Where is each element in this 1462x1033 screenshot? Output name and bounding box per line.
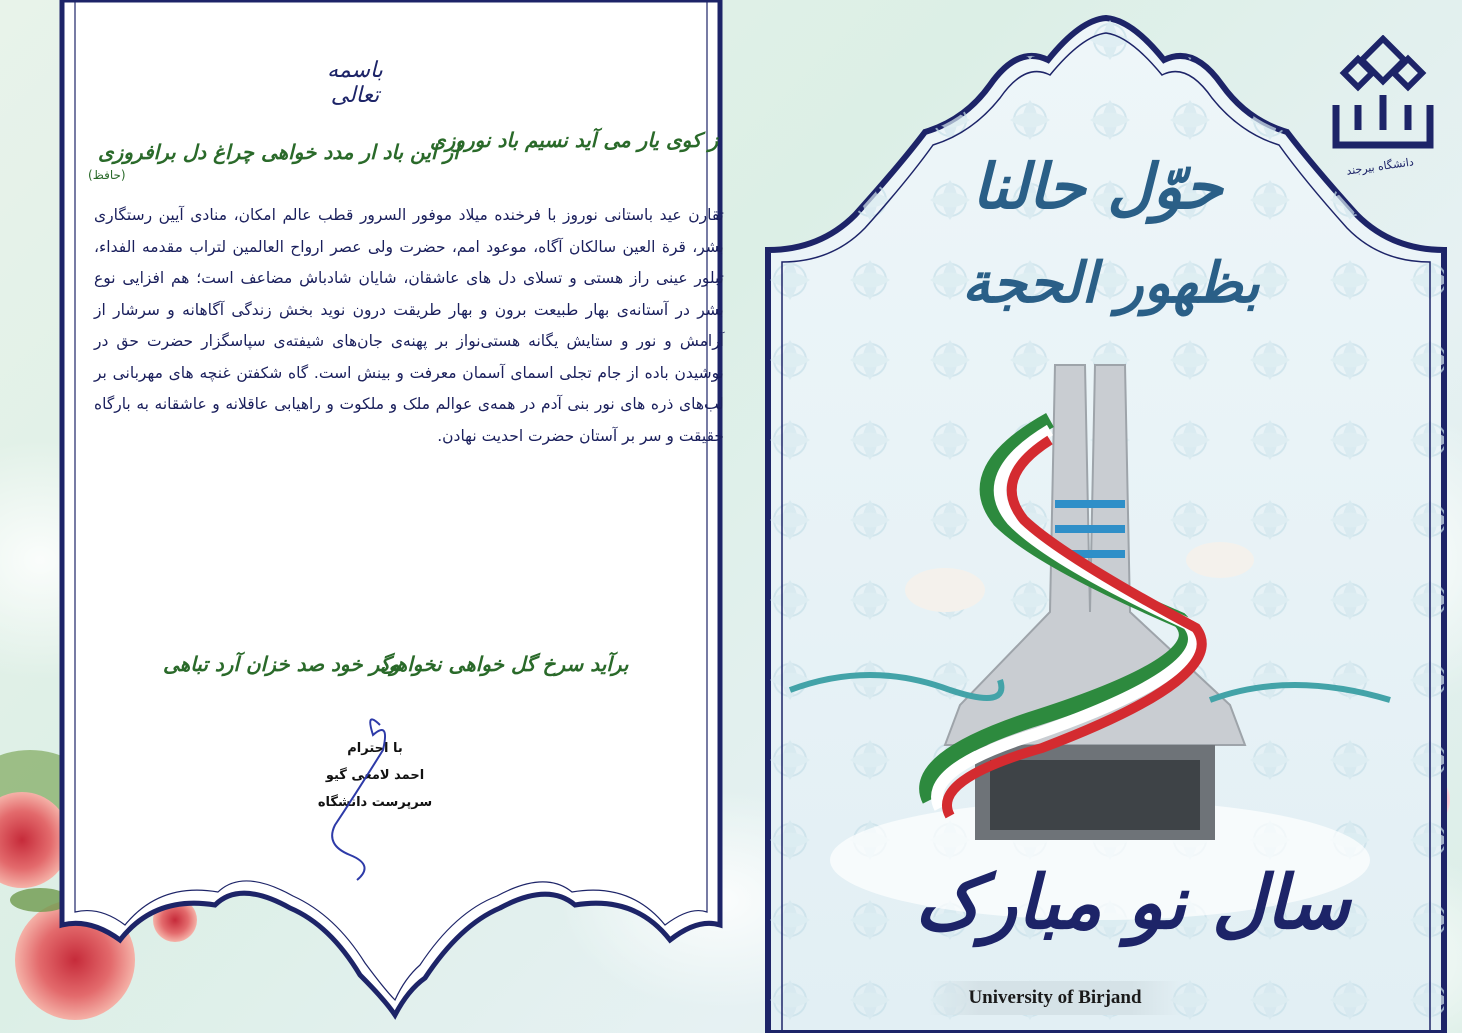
invocation: باسمه تعالی xyxy=(327,58,383,108)
signature-title: سرپرست دانشگاه xyxy=(317,795,433,810)
card-panel xyxy=(750,0,1462,1033)
university-logo-icon xyxy=(1328,35,1438,155)
closing-verse-right: برآید سرخ گل خواهی نخواهی xyxy=(380,652,629,676)
verse-attribution: (حافظ) xyxy=(88,168,126,182)
prayer-line-1: حوّل حالنا xyxy=(972,150,1223,223)
signature-regards: با احترام xyxy=(347,741,403,756)
handwritten-signature xyxy=(295,705,415,895)
opening-verse-right: ز کوی یار می آید نسیم باد نوروزی xyxy=(430,128,719,152)
new-year-greeting: سال نو مبارک xyxy=(915,860,1351,946)
letter-body: تقارن عید باستانی نوروز با فرخنده میلاد موفور السرور قطب عالم امکان، منادی آیین رستگاری بشر، قرة العین سالکان آگاه، موعود امم، حضرت ولی عصر ارواح العالمین لتراب مقدمه الفداء، تبلور عینی راز هستی و تسلای دل های عاشقان، شایان شادباش مضاعف است؛ هم افزایی نوع بشر در آستانه‌ی بهار طبیعت برون و بهار طریقت درون نوید بخش زندگی آگاهانه و سرشار از آرامش و نور و ستایش یگانه هستی‌نواز بر پهنه‌ی جان‌های شیفته‌ی سپاسگزار حضرت حق در نوشیدن باده از جام تجلی اسمای آسمان معرفت و بینش است. گاه شکفتن غنچه های مهربانی بر لب‌های ذره های نور بنی آدم در همه‌ی عوالم ملک و ملکوت و راهیابی عاقلانه و عاشقانه به بارگاه حقیقت و سر بر آستان حضرت احدیت نهادن. xyxy=(94,206,724,445)
closing-verse-left: وگر خود صد خزان آرد تباهی xyxy=(163,652,400,676)
opening-verse-left: از این باد ار مدد خواهی چراغ دل برافروزی xyxy=(98,140,459,164)
signature-name: احمد لامعی گیو xyxy=(325,768,425,783)
university-name: University of Birjand xyxy=(928,981,1182,1015)
prayer-line-2: بظهور الحجة xyxy=(962,250,1260,316)
logo-caption: دانشگاه بیرجند xyxy=(1345,155,1415,178)
